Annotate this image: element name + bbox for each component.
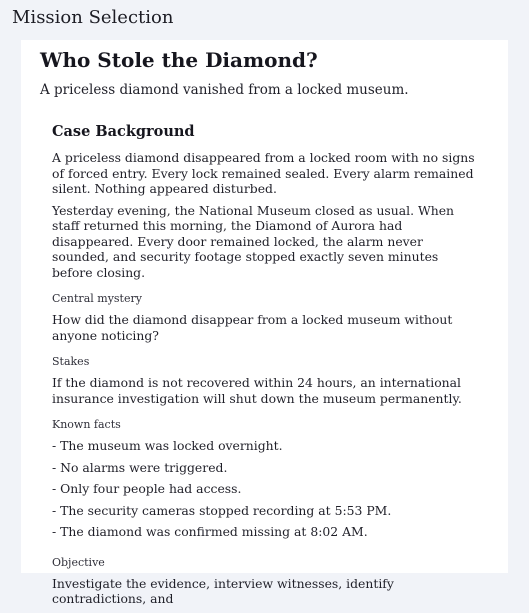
known-facts-list	[52, 438, 477, 540]
objective-label: Objective	[52, 555, 105, 569]
stakes-label: Stakes	[52, 355, 90, 368]
case-background-section	[52, 122, 477, 613]
mission-subtitle: A priceless diamond vanished from a locked museum.	[40, 82, 409, 98]
case-background-heading: Case Background	[52, 123, 195, 140]
stakes-text: If the diamond is not recovered within 24 hours, an international insurance investigation will shut down the museum permanently.	[52, 375, 462, 406]
mission-title: Who Stole the Diamond?	[40, 48, 318, 72]
central-mystery-text: How did the diamond disappear from a locked museum without anyone noticing?	[52, 312, 453, 343]
list-item: - The diamond was confirmed missing at 8:02 AM.	[52, 524, 368, 539]
list-item: - The security cameras stopped recording at 5:53 PM.	[52, 502, 392, 518]
page-title: Mission Selection	[12, 7, 174, 28]
list-item: - The museum was locked overnight.	[52, 438, 283, 453]
mission-card	[21, 40, 508, 606]
background-paragraph: Yesterday evening, the National Museum closed as usual. When staff returned this morning, the Diamond of Aurora had disappeared. Every door remained locked, the alarm never sounded, and security footage stopped exactly seven minutes before closing.	[52, 202, 455, 280]
objective-text: Investigate the evidence, interview witnesses, identify contradictions, and	[52, 575, 394, 606]
background-paragraph: A priceless diamond disappeared from a locked room with no signs of forced entry. Every lock remained sealed. Every alarm remained silent. Nothing appeared disturbed.	[52, 150, 475, 196]
list-item: - No alarms were triggered.	[52, 459, 228, 475]
known-facts-label: Known facts	[52, 418, 121, 431]
list-item: - Only four people had access.	[52, 481, 242, 496]
central-mystery-label: Central mystery	[52, 292, 142, 305]
